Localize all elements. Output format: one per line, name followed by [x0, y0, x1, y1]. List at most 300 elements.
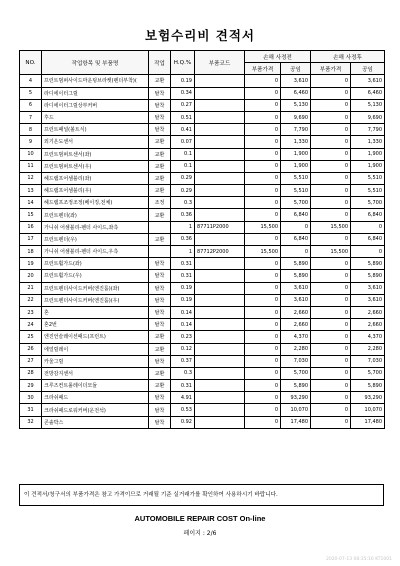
table-row [20, 185, 385, 197]
row-before-part-price: 0 [245, 416, 281, 428]
row-hq: 1 [171, 246, 195, 258]
row-before-part-price: 0 [245, 294, 281, 306]
row-before-part-price: 0 [245, 306, 281, 318]
row-before-part-price: 0 [245, 392, 281, 404]
row-work: 탈착 [149, 124, 171, 136]
row-no: 14 [20, 197, 42, 209]
row-before-labor: 5,510 [281, 172, 311, 184]
table-row [20, 306, 385, 318]
row-before-part-price: 0 [245, 75, 281, 87]
row-item: 헤드램프조정조정(베이징,전체) [42, 197, 149, 209]
table-row [20, 209, 385, 221]
row-item: 콘솔박스 [42, 416, 149, 428]
row-before-labor: 9,690 [281, 111, 311, 123]
row-item: 프런트범퍼트센서(좌) [42, 148, 149, 160]
row-before-part-price: 0 [245, 148, 281, 160]
row-after-labor: 5,130 [351, 99, 385, 111]
row-no: 9 [20, 136, 42, 148]
row-work: 탈착 [149, 416, 171, 428]
table-row [20, 294, 385, 306]
row-after-part-price: 0 [311, 319, 351, 331]
row-after-labor: 6,460 [351, 87, 385, 99]
row-no: 15 [20, 209, 42, 221]
row-after-part-price: 0 [311, 404, 351, 416]
row-before-part-price: 0 [245, 185, 281, 197]
row-code [195, 355, 245, 367]
row-item: 라디에이터그릴 [42, 87, 149, 99]
row-after-labor: 5,890 [351, 380, 385, 392]
row-item: 카울그릴 [42, 355, 149, 367]
row-work: 교환 [149, 331, 171, 343]
row-code [195, 136, 245, 148]
row-work: 탈착 [149, 404, 171, 416]
row-work: 교환 [149, 380, 171, 392]
row-before-labor: 5,890 [281, 380, 311, 392]
row-after-part-price: 0 [311, 355, 351, 367]
row-no: 7 [20, 111, 42, 123]
row-after-part-price: 0 [311, 380, 351, 392]
row-before-labor: 2,660 [281, 306, 311, 318]
row-item: 프런트범퍼사이드마운팅브라켓(펜더부착)( [42, 75, 149, 87]
row-after-part-price: 0 [311, 258, 351, 270]
row-no: 4 [20, 75, 42, 87]
row-work: 조정 [149, 197, 171, 209]
row-before-part-price: 0 [245, 136, 281, 148]
row-work: 교환 [149, 136, 171, 148]
row-before-labor: 6,460 [281, 87, 311, 99]
row-item: 프런트패널(볼트식) [42, 124, 149, 136]
row-work: 탈착 [149, 258, 171, 270]
row-no: 20 [20, 270, 42, 282]
row-after-part-price: 0 [311, 294, 351, 306]
row-after-part-price: 0 [311, 209, 351, 221]
row-after-part-price: 0 [311, 160, 351, 172]
row-no: 23 [20, 306, 42, 318]
row-after-labor: 2,660 [351, 319, 385, 331]
row-code: 87712P2000 [195, 246, 245, 258]
row-no: 32 [20, 416, 42, 428]
row-after-labor: 2,280 [351, 343, 385, 355]
row-after-part-price: 0 [311, 270, 351, 282]
row-after-labor: 2,660 [351, 306, 385, 318]
table-row [20, 392, 385, 404]
row-before-part-price: 15,500 [245, 221, 281, 233]
row-item: 외기온도센서 [42, 136, 149, 148]
table-row [20, 148, 385, 160]
row-no: 18 [20, 246, 42, 258]
row-before-labor: 3,610 [281, 294, 311, 306]
row-before-part-price: 0 [245, 319, 281, 331]
row-work: 탈착 [149, 282, 171, 294]
row-item: 프런트펜더사이드커버(엔진룸)(좌) [42, 282, 149, 294]
row-hq: 0.3 [171, 197, 195, 209]
table-row [20, 221, 385, 233]
table-row [20, 246, 385, 258]
row-code [195, 160, 245, 172]
row-no: 29 [20, 380, 42, 392]
row-hq: 0.31 [171, 270, 195, 282]
row-hq: 0.1 [171, 148, 195, 160]
row-no: 24 [20, 319, 42, 331]
row-hq: 0.19 [171, 294, 195, 306]
row-before-labor: 5,890 [281, 270, 311, 282]
row-hq: 0.14 [171, 319, 195, 331]
row-after-part-price: 0 [311, 282, 351, 294]
header-after: 손해 사정후 [311, 51, 385, 63]
row-after-part-price: 0 [311, 99, 351, 111]
row-item: 헤드램프어셈블리(우) [42, 185, 149, 197]
row-before-labor: 0 [281, 246, 311, 258]
header-before: 손해 사정전 [245, 51, 311, 63]
row-before-labor: 2,280 [281, 343, 311, 355]
print-timestamp: 2020-07-13 08:35:16 KT1001 [325, 557, 392, 562]
row-hq: 0.19 [171, 75, 195, 87]
row-after-labor: 17,480 [351, 416, 385, 428]
row-before-labor: 3,610 [281, 75, 311, 87]
row-before-labor: 7,030 [281, 355, 311, 367]
row-item: 헤드램프어셈블리(좌) [42, 172, 149, 184]
row-after-part-price: 0 [311, 75, 351, 87]
row-before-part-price: 0 [245, 258, 281, 270]
header-before-part-price: 부품가격 [245, 63, 281, 75]
header-after-part-price: 부품가격 [311, 63, 351, 75]
row-work [149, 246, 171, 258]
row-work: 탈착 [149, 294, 171, 306]
row-hq: 0.53 [171, 404, 195, 416]
row-after-part-price: 0 [311, 416, 351, 428]
row-before-part-price: 0 [245, 197, 281, 209]
row-work: 탈착 [149, 99, 171, 111]
row-after-part-price: 0 [311, 331, 351, 343]
table-row [20, 197, 385, 209]
table-row [20, 75, 385, 87]
row-work [149, 221, 171, 233]
row-after-part-price: 0 [311, 392, 351, 404]
row-code [195, 331, 245, 343]
row-code [195, 99, 245, 111]
row-after-part-price: 15,500 [311, 221, 351, 233]
row-no: 16 [20, 221, 42, 233]
header-hq: H.Q.% [171, 51, 195, 75]
row-item: 혼 [42, 306, 149, 318]
row-work: 탈착 [149, 319, 171, 331]
row-before-part-price: 0 [245, 380, 281, 392]
row-hq: 0.14 [171, 306, 195, 318]
row-after-labor: 6,840 [351, 209, 385, 221]
row-code [195, 294, 245, 306]
row-before-labor: 6,840 [281, 233, 311, 245]
row-item: 프런트휠가드(좌) [42, 258, 149, 270]
row-after-labor: 1,900 [351, 148, 385, 160]
row-before-labor: 7,790 [281, 124, 311, 136]
row-hq: 0.36 [171, 233, 195, 245]
header-work: 작업 [149, 51, 171, 75]
row-before-labor: 5,890 [281, 258, 311, 270]
row-no: 8 [20, 124, 42, 136]
row-after-labor: 93,290 [351, 392, 385, 404]
row-no: 28 [20, 367, 42, 379]
table-row [20, 258, 385, 270]
row-code [195, 172, 245, 184]
table-row [20, 355, 385, 367]
row-after-part-price: 0 [311, 148, 351, 160]
row-code [195, 380, 245, 392]
row-no: 26 [20, 343, 42, 355]
row-before-part-price: 0 [245, 87, 281, 99]
row-hq: 0.41 [171, 124, 195, 136]
footer-title: AUTOMOBILE REPAIR COST On-line [134, 514, 266, 523]
row-code [195, 270, 245, 282]
row-item: 가니쉬 어셈블리-펜더 사이드,우측 [42, 246, 149, 258]
row-after-labor: 5,700 [351, 367, 385, 379]
row-work: 탈착 [149, 111, 171, 123]
row-code [195, 404, 245, 416]
row-code [195, 306, 245, 318]
table-row [20, 404, 385, 416]
row-item: 엔진언슬레이션패드(프런트) [42, 331, 149, 343]
row-code [195, 209, 245, 221]
row-hq: 0.1 [171, 160, 195, 172]
table-body [20, 75, 385, 428]
row-item: 에얼릴레이 [42, 343, 149, 355]
row-after-part-price: 0 [311, 197, 351, 209]
row-work: 교환 [149, 148, 171, 160]
row-after-part-price: 0 [311, 185, 351, 197]
row-hq: 1 [171, 221, 195, 233]
row-after-labor: 4,370 [351, 331, 385, 343]
row-code [195, 282, 245, 294]
row-after-part-price: 0 [311, 136, 351, 148]
table-row [20, 124, 385, 136]
row-work: 교환 [149, 209, 171, 221]
row-before-part-price: 0 [245, 270, 281, 282]
row-hq: 0.92 [171, 416, 195, 428]
table-row [20, 270, 385, 282]
row-item: 라디에이터그릴상부커버 [42, 99, 149, 111]
row-no: 22 [20, 294, 42, 306]
row-item: 프런트휠가드(우) [42, 270, 149, 282]
table-row [20, 416, 385, 428]
row-item: 크라쉬패드로워커버(운전석) [42, 404, 149, 416]
row-code [195, 319, 245, 331]
row-before-labor: 3,610 [281, 282, 311, 294]
row-before-labor: 1,330 [281, 136, 311, 148]
row-after-labor: 9,690 [351, 111, 385, 123]
row-item: 프런트범퍼트센서(우) [42, 160, 149, 172]
row-item: 크라쉬패드 [42, 392, 149, 404]
row-work: 교환 [149, 367, 171, 379]
table-row [20, 111, 385, 123]
row-no: 27 [20, 355, 42, 367]
table-row [20, 282, 385, 294]
table-row [20, 367, 385, 379]
row-after-part-price: 0 [311, 87, 351, 99]
row-before-part-price: 0 [245, 367, 281, 379]
row-before-labor: 5,130 [281, 99, 311, 111]
row-before-labor: 10,070 [281, 404, 311, 416]
row-work: 교환 [149, 233, 171, 245]
row-code [195, 124, 245, 136]
row-hq: 0.19 [171, 282, 195, 294]
row-before-part-price: 0 [245, 404, 281, 416]
row-before-labor: 1,900 [281, 160, 311, 172]
row-item: 크루즈컨트롤레이더모듈 [42, 380, 149, 392]
table-row [20, 136, 385, 148]
row-before-labor: 93,290 [281, 392, 311, 404]
row-no: 21 [20, 282, 42, 294]
row-before-labor: 1,900 [281, 148, 311, 160]
row-hq: 0.31 [171, 380, 195, 392]
row-hq: 0.36 [171, 209, 195, 221]
row-hq: 0.34 [171, 87, 195, 99]
table-row [20, 380, 385, 392]
row-no: 17 [20, 233, 42, 245]
row-after-labor: 5,890 [351, 270, 385, 282]
row-no: 31 [20, 404, 42, 416]
row-after-labor: 1,330 [351, 136, 385, 148]
row-work: 교환 [149, 185, 171, 197]
row-hq: 0.23 [171, 331, 195, 343]
row-code [195, 148, 245, 160]
row-before-part-price: 0 [245, 111, 281, 123]
row-work: 교환 [149, 172, 171, 184]
header-no: NO. [20, 51, 42, 75]
table-row [20, 343, 385, 355]
row-item: 전방감지센서 [42, 367, 149, 379]
row-work: 교환 [149, 343, 171, 355]
row-before-part-price: 0 [245, 282, 281, 294]
row-code [195, 111, 245, 123]
row-hq: 0.29 [171, 185, 195, 197]
row-code [195, 343, 245, 355]
row-work: 탈착 [149, 392, 171, 404]
row-before-part-price: 0 [245, 331, 281, 343]
header-row-1 [20, 51, 385, 63]
row-before-part-price: 0 [245, 343, 281, 355]
header-code: 부품코드 [195, 51, 245, 75]
row-work: 탈착 [149, 306, 171, 318]
row-code [195, 392, 245, 404]
row-no: 6 [20, 99, 42, 111]
row-after-labor: 1,900 [351, 160, 385, 172]
row-after-part-price: 15,500 [311, 246, 351, 258]
row-no: 5 [20, 87, 42, 99]
row-after-labor: 3,610 [351, 282, 385, 294]
row-hq: 0.31 [171, 258, 195, 270]
row-after-labor: 5,510 [351, 185, 385, 197]
row-after-labor: 6,840 [351, 233, 385, 245]
row-after-labor: 7,030 [351, 355, 385, 367]
row-after-labor: 5,510 [351, 172, 385, 184]
table-row [20, 233, 385, 245]
header-item: 작업항목 및 부품명 [42, 51, 149, 75]
row-after-labor: 3,610 [351, 75, 385, 87]
row-code [195, 416, 245, 428]
disclaimer-note: 이 견적서/청구서의 부품가격은 참고 가격이므로 거래될 기준 실거래가를 확인하여 사용하시기 바랍니다. [19, 484, 384, 506]
row-work: 탈착 [149, 87, 171, 99]
row-after-labor: 3,610 [351, 294, 385, 306]
row-code [195, 197, 245, 209]
row-after-part-price: 0 [311, 233, 351, 245]
row-after-labor: 0 [351, 246, 385, 258]
row-item: 후드 [42, 111, 149, 123]
table-row [20, 331, 385, 343]
row-after-part-price: 0 [311, 306, 351, 318]
row-hq: 0.27 [171, 99, 195, 111]
row-item: 프런트펜더(우) [42, 233, 149, 245]
row-work: 교환 [149, 75, 171, 87]
row-no: 10 [20, 148, 42, 160]
document-title: 보험수리비 견적서 [145, 28, 255, 43]
row-before-labor: 2,660 [281, 319, 311, 331]
row-after-part-price: 0 [311, 343, 351, 355]
row-after-labor: 7,790 [351, 124, 385, 136]
row-before-labor: 5,700 [281, 367, 311, 379]
row-hq: 0.07 [171, 136, 195, 148]
row-no: 12 [20, 172, 42, 184]
row-before-part-price: 0 [245, 160, 281, 172]
row-before-labor: 17,480 [281, 416, 311, 428]
row-before-part-price: 0 [245, 99, 281, 111]
row-before-labor: 5,700 [281, 197, 311, 209]
row-before-part-price: 15,500 [245, 246, 281, 258]
row-item: 가니쉬 어셈블리-펜더 사이드,좌측 [42, 221, 149, 233]
table-row [20, 99, 385, 111]
row-work: 탈착 [149, 355, 171, 367]
table-row [20, 160, 385, 172]
row-after-labor: 0 [351, 221, 385, 233]
row-after-labor: 10,070 [351, 404, 385, 416]
row-before-part-price: 0 [245, 355, 281, 367]
row-after-labor: 5,700 [351, 197, 385, 209]
row-after-part-price: 0 [311, 111, 351, 123]
row-code [195, 87, 245, 99]
row-after-part-price: 0 [311, 124, 351, 136]
row-hq: 0.51 [171, 111, 195, 123]
row-item: 프런트펜더사이드커버(엔진룸)(우) [42, 294, 149, 306]
row-code [195, 258, 245, 270]
row-no: 19 [20, 258, 42, 270]
row-hq: 0.37 [171, 355, 195, 367]
row-before-part-price: 0 [245, 124, 281, 136]
row-before-part-price: 0 [245, 172, 281, 184]
row-no: 13 [20, 185, 42, 197]
row-code [195, 185, 245, 197]
table-row [20, 172, 385, 184]
row-no: 11 [20, 160, 42, 172]
row-hq: 0.3 [171, 367, 195, 379]
row-no: 25 [20, 331, 42, 343]
row-hq: 0.29 [171, 172, 195, 184]
row-work: 교환 [149, 160, 171, 172]
row-code [195, 367, 245, 379]
row-item: 프런트펜더(좌) [42, 209, 149, 221]
row-before-labor: 4,370 [281, 331, 311, 343]
row-before-labor: 0 [281, 221, 311, 233]
estimate-table [19, 50, 385, 429]
row-before-labor: 5,510 [281, 185, 311, 197]
row-work: 탈착 [149, 270, 171, 282]
page-number: 페이지 : 2/6 [183, 530, 217, 537]
row-hq: 0.12 [171, 343, 195, 355]
row-item: 혼2번 [42, 319, 149, 331]
row-before-part-price: 0 [245, 209, 281, 221]
row-hq: 4.91 [171, 392, 195, 404]
table-row [20, 87, 385, 99]
header-before-labor: 공임 [281, 63, 311, 75]
row-after-labor: 5,890 [351, 258, 385, 270]
row-code: 87711P2000 [195, 221, 245, 233]
